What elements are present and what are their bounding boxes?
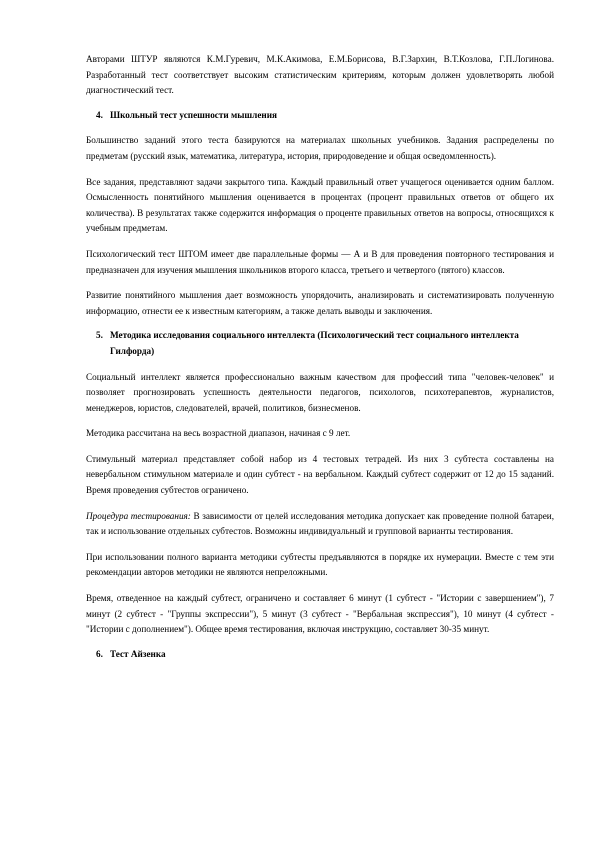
heading-text: Школьный тест успешности мышления xyxy=(110,109,277,120)
paragraph-closed-tasks: Все задания, представляют задачи закрытого типа. Каждый правильный ответ учащегося оценивается одним баллом. Осмысленность понятийного мышления оценивается в процентах (процент правильных ответов от общего их количества). В результатах также содержится информация о проценте правильных ответов на вопросы, относящихся к учебным предметам. xyxy=(86,176,554,234)
document-page xyxy=(86,52,554,662)
heading-text: Методика исследования социального интеллекта (Психологический тест социального интеллекта Гилфорда) xyxy=(110,330,519,356)
procedure-label: Процедура тестирования: xyxy=(86,510,191,521)
paragraph-authors: Авторами ШТУР являются К.М.Гуревич, М.К.Акимова, Е.М.Борисова, В.Г.Зархин, В.Т.Козлова, Г.П.Логинова. Разработанный тест соответствует высоким статистическим критериям, которым должен удовлетворять любой диагностический тест. xyxy=(86,54,554,96)
heading-text: Тест Айзенка xyxy=(110,648,166,659)
paragraph-stimulus-material: Стимульный материал представляет собой набор из 4 тестовых тетрадей. Из них 3 субтеста составлены на невербальном стимульном материале и один субтест - на вербальном. Каждый субтест содержит от 12 до 15 заданий. Время проведения субтестов ограничено. xyxy=(86,453,554,496)
paragraph-age-range: Методика рассчитана на весь возрастной диапазон, начиная с 9 лет. xyxy=(86,428,351,439)
procedure-text: В зависимости от целей исследования методика допускает как проведение полной батареи, так и использование отдельных субтестов. Возможны индивидуальный и групповой варианты тестирования. xyxy=(86,510,554,537)
heading-number: 6. xyxy=(96,648,103,659)
paragraph-social-intelligence: Социальный интеллект является профессионально важным качеством для профессий типа "человек-человек" и позволяет прогнозировать успешность деятельности педагогов, психологов, психотерапевтов, журналистов, менеджеров, юристов, следователей, врачей, политиков, бизнесменов. xyxy=(86,371,554,413)
paragraph-tasks-school: Большинство заданий этого теста базируются на материалах школьных учебников. Задания распределены по предметам (русский язык, математика, литература, история, природоведение и общая осведомленность). xyxy=(86,135,554,161)
paragraph-full-variant: При использовании полного варианта методики субтесты предъявляются в порядке их нумерации. Вместе с тем эти рекомендации авторов методики не являются непреложными. xyxy=(86,551,554,578)
paragraph-procedure xyxy=(86,509,554,540)
heading-4 xyxy=(86,108,554,124)
heading-6 xyxy=(86,647,554,663)
heading-number: 5. xyxy=(96,330,103,341)
paragraph-concept-thinking: Развитие понятийного мышления дает возможность упорядочить, анализировать и систематизировать полученную информацию, отнести ее к известным категориям, а также делать выводы и заключения. xyxy=(86,290,554,316)
paragraph-shtom: Психологический тест ШТОМ имеет две параллельные формы — А и В для проведения повторного тестирования и предназначен для изучения мышления школьников второго класса, третьего и четвертого (пятого) классов. xyxy=(86,248,554,275)
heading-5 xyxy=(86,328,554,359)
paragraph-time-limits: Время, отведенное на каждый субтест, ограничено и составляет 6 минут (1 субтест - "Истории с завершением"), 7 минут (2 субтест - "Группы экспрессии"), 5 минут (3 субтест - "Вербальная экспрессия"), 10 минут (4 субтест - "Истории с дополнением"). Общее время тестирования, включая инструкцию, составляет 30-35 минут. xyxy=(86,593,554,635)
heading-number: 4. xyxy=(96,109,103,120)
